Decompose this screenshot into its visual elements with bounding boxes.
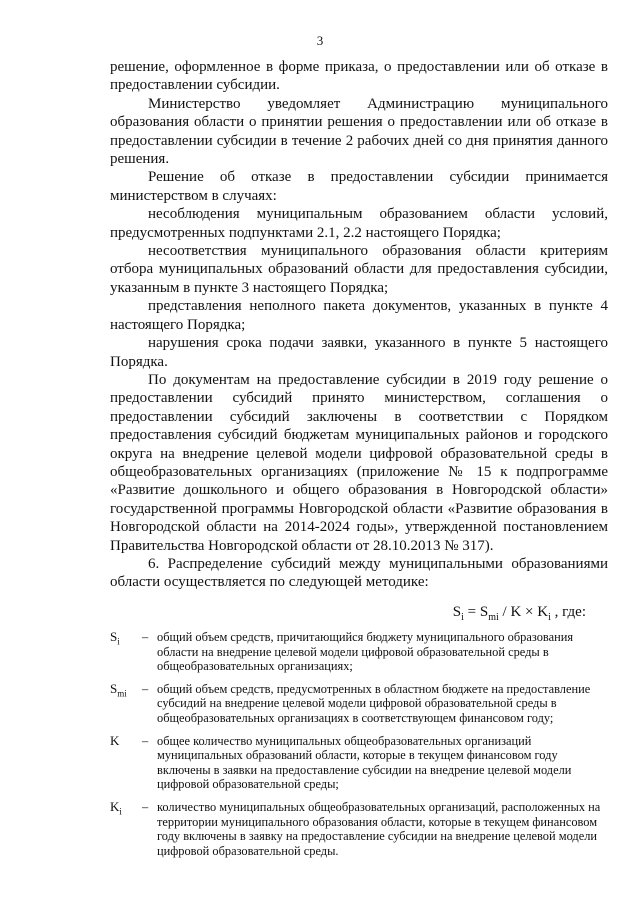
formula-k-sub: i: [548, 611, 551, 623]
definition-dash: –: [142, 799, 149, 814]
symbol-sub: mi: [117, 688, 127, 699]
symbol-letter: K: [110, 732, 120, 748]
formula-lhs-sub: i: [461, 611, 464, 623]
paragraph: несоответствия муниципального образования области критериям отбора муниципальных образований области для предоставления субсидии, указанным в пункте 3 настоящего Порядка;: [110, 243, 608, 296]
paragraph: решение, оформленное в форме приказа, о предоставлении или об отказе в предоставлении субсидии.: [110, 59, 608, 94]
paragraph: несоблюдения муниципальным образованием области условий, предусмотренных подпунктами 2.1, 2.2 настоящего Порядка;: [110, 206, 608, 241]
definition-dash: –: [142, 681, 149, 696]
definition-symbol: [110, 630, 142, 674]
paragraph: По документам на предоставление субсидии в 2019 году решение о предоставлении субсидий принято министерством, соглашения о предоставлении субсидий заключены в соответствии с Порядком предоставления субсидий бюджетам муниципальных районов и городского округа на внедрение целевой модели цифровой образовательной среды в общеобразовательных организациях (приложение № 15 к подпрограмме «Развитие дошкольного и общего образования в Новгородской области» государственной программы Новгородской области «Развитие образования в Новгородской области на 2014-2024 годы», утвержденной постановлением Правительства Новгородской области от 28.10.2013 № 317).: [110, 371, 608, 554]
definition-dash: –: [142, 630, 149, 644]
paragraph: нарушения срока подачи заявки, указанного в пункте 5 настоящего Порядка.: [110, 335, 608, 370]
formula-lhs: S: [452, 603, 462, 620]
symbol-letter: K: [110, 798, 120, 814]
definition-symbol: [110, 734, 142, 792]
formula-tail: , где:: [550, 603, 586, 620]
definition-dash: –: [142, 733, 149, 748]
formula-eq: =: [463, 603, 480, 620]
symbol-letter: S: [110, 680, 118, 696]
definition-text: общее количество муниципальных общеобразовательных организаций муниципальных образований области, которые в текущем финансовом году включены в заявки на предоставление субсидии на внедрение целевой модели цифровой образовательной среды;: [157, 733, 572, 792]
symbol-sub: i: [119, 806, 122, 817]
distribution-formula: [110, 603, 608, 627]
definition-item: [110, 682, 610, 726]
paragraph: Решение об отказе в предоставлении субсидии принимается министерством в случаях:: [110, 169, 608, 204]
formula-definitions: [110, 630, 610, 866]
definition-item: [110, 800, 610, 858]
formula-div-k: / K × K: [498, 603, 549, 620]
page-number: 3: [316, 33, 324, 48]
symbol-sub: i: [117, 636, 120, 647]
definition-item: [110, 630, 610, 674]
definition-symbol: [110, 682, 142, 726]
paragraph: представления неполного пакета документов, указанных в пункте 4 настоящего Порядка;: [110, 298, 608, 333]
definition-symbol: [110, 800, 142, 858]
formula-smi: S: [479, 603, 489, 620]
definition-text: общий объем средств, причитающийся бюджету муниципального образования области на внедрение целевой модели цифровой образовательной среды в общеобразовательных организациях;: [157, 630, 574, 674]
paragraph: 6. Распределение субсидий между муниципальными образованиями области осуществляется по следующей методике:: [110, 555, 608, 591]
definition-text: количество муниципальных общеобразовательных организаций, расположенных на территории муниципального образования области, которые в текущем финансовом году включены в заявку на предоставление субсидии на внедрение целевой модели цифровой образовательной среды.: [157, 799, 601, 858]
definition-text: общий объем средств, предусмотренных в областном бюджете на предоставление субсидий на внедрение целевой модели цифровой образовательной среды в общеобразовательных организациях в соответствующем финансовом году;: [157, 681, 591, 725]
document-body: [110, 58, 608, 627]
formula-smi-sub: mi: [488, 611, 499, 623]
definition-item: [110, 734, 610, 792]
paragraph: Министерство уведомляет Администрацию муниципального образования области о принятии решения о предоставлении или об отказе в предоставлении субсидии в течение 2 рабочих дней со дня принятия данного решения.: [110, 95, 608, 168]
symbol-letter: S: [110, 629, 118, 644]
